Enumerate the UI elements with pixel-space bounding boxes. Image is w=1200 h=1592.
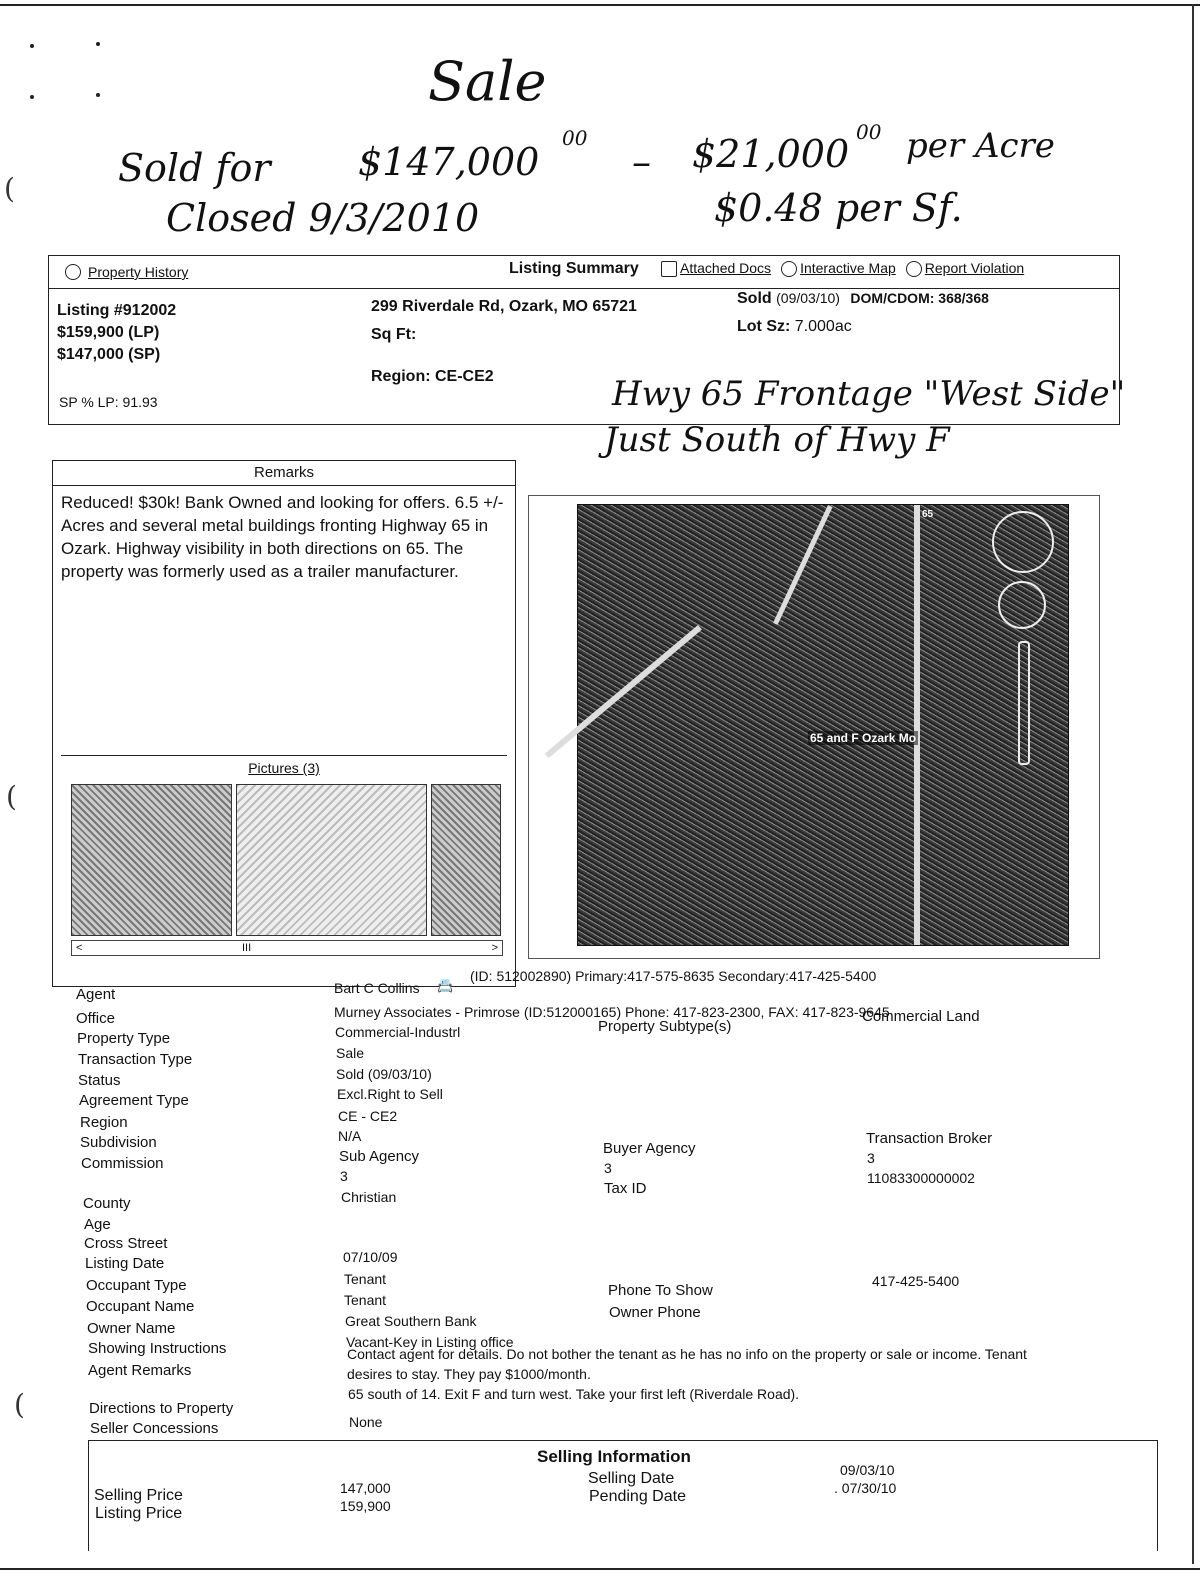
tax-id-value: 11083300000002 <box>867 1170 975 1186</box>
transaction-type-label: Transaction Type <box>78 1051 193 1068</box>
directions-value: 65 south of 14. Exit F and turn west. Take your first left (Riverdale Road). <box>348 1386 800 1402</box>
map-zoom-control-icon[interactable] <box>998 581 1046 629</box>
buyer-agency-value: 3 <box>604 1160 612 1176</box>
satellite-map[interactable] <box>577 504 1069 946</box>
selling-price-value: 147,000 <box>340 1480 391 1496</box>
subdivision-value: N/A <box>338 1128 362 1144</box>
clock-icon <box>65 264 81 280</box>
status-label: Status <box>78 1072 121 1089</box>
punch-mark: ( <box>6 780 17 813</box>
selling-date-label: Selling Date <box>588 1470 675 1487</box>
sp-percent-lp: SP % LP: 91.93 <box>59 394 158 410</box>
cross-street-label: Cross Street <box>84 1235 168 1252</box>
handwritten-per-acre-amount: $21,000 <box>692 132 850 176</box>
listing-number: Listing #912002 <box>57 302 177 319</box>
summary-links <box>661 260 1024 277</box>
punch-mark: ( <box>4 172 15 205</box>
selling-date-value: 09/03/10 <box>840 1462 895 1478</box>
occupant-name-label: Occupant Name <box>86 1298 195 1315</box>
listing-date-label: Listing Date <box>85 1255 165 1272</box>
scroll-thumb[interactable]: III <box>242 942 252 954</box>
warning-icon <box>906 261 922 277</box>
remarks-heading: Remarks <box>53 461 515 486</box>
sale-price: $147,000 (SP) <box>57 346 161 363</box>
phone-to-show-label: Phone To Show <box>608 1282 713 1299</box>
globe-icon <box>781 261 797 277</box>
map-hwy-shield-icon: 65 <box>922 509 934 520</box>
lot-size-value: 7.000ac <box>794 318 852 335</box>
county-value: Christian <box>341 1189 397 1205</box>
office-value: Murney Associates - Primrose (ID:512000165) Phone: 417-823-2300, FAX: 417-823-9645 <box>334 1004 890 1020</box>
status-value: Sold (09/03/10) <box>336 1066 432 1082</box>
property-address: 299 Riverdale Rd, Ozark, MO 65721 <box>371 298 637 315</box>
seller-concessions-label: Seller Concessions <box>90 1420 219 1437</box>
tax-id-label: Tax ID <box>604 1180 647 1197</box>
property-subtype-label: Property Subtype(s) <box>598 1018 732 1035</box>
dom-cdom: DOM/CDOM: 368/368 <box>850 290 989 306</box>
handwritten-closed: Closed 9/3/2010 <box>166 196 480 240</box>
region-label: Region: CE-CE2 <box>371 368 494 385</box>
property-type-value: Commercial-Industrl <box>335 1024 461 1040</box>
agent-label: Agent <box>76 986 116 1003</box>
handwritten-title: Sale <box>428 50 547 113</box>
picture-strip <box>71 784 501 934</box>
listing-price-value: 159,900 <box>340 1498 391 1514</box>
report-violation-link[interactable] <box>906 260 1024 277</box>
handwritten-cents: 00 <box>856 120 882 144</box>
subdivision-label: Subdivision <box>80 1134 157 1151</box>
showing-instructions-value: Vacant-Key in Listing office <box>346 1334 514 1350</box>
map-location-label: 65 and F Ozark Mo <box>810 731 917 745</box>
handwritten-south-of: Just South of Hwy F <box>604 420 950 460</box>
directions-label: Directions to Property <box>89 1400 234 1417</box>
picture-scrollbar[interactable] <box>71 940 503 956</box>
seller-concessions-value: None <box>349 1414 383 1430</box>
transaction-broker-value: 3 <box>867 1150 875 1166</box>
agreement-type-value: Excl.Right to Sell <box>337 1086 443 1102</box>
pictures-link[interactable]: Pictures (3) <box>248 760 320 776</box>
map-panel <box>528 495 1100 959</box>
agent-card-icon[interactable]: 📇 <box>437 978 454 993</box>
transaction-type-value: Sale <box>336 1045 365 1061</box>
map-road-north <box>773 505 832 625</box>
buyer-agency-label: Buyer Agency <box>603 1140 696 1157</box>
age-label: Age <box>84 1216 111 1233</box>
interactive-map-link[interactable] <box>781 260 896 277</box>
handwritten-cents: 00 <box>562 126 588 150</box>
owner-name-value: Great Southern Bank <box>345 1313 477 1329</box>
pictures-panel <box>61 755 507 981</box>
sqft-label: Sq Ft: <box>371 326 417 343</box>
showing-instructions-label: Showing Instructions <box>88 1340 227 1357</box>
map-pan-control-icon[interactable] <box>992 511 1054 573</box>
speck <box>30 44 34 48</box>
picture-thumbnail-road[interactable] <box>431 784 501 936</box>
summary-toolbar <box>49 256 1119 289</box>
office-label: Office <box>76 1010 115 1027</box>
map-road-diagonal <box>545 625 702 758</box>
punch-mark: ( <box>14 1388 25 1421</box>
handwritten-sold-amount: $147,000 <box>358 140 540 184</box>
lot-size-label: Lot Sz: <box>737 318 791 335</box>
property-type-label: Property Type <box>77 1030 171 1047</box>
attached-docs-label: Attached Docs <box>680 260 772 276</box>
picture-thumbnail-building[interactable] <box>236 784 427 936</box>
property-history-link[interactable] <box>65 264 188 280</box>
sold-date: (09/03/10) <box>776 290 840 306</box>
agent-contact: (ID: 512002890) Primary:417-575-8635 Secondary:417-425-5400 <box>470 968 877 984</box>
remarks-panel <box>52 460 516 987</box>
page-edge-right <box>1192 4 1194 1564</box>
occupant-name-value: Tenant <box>344 1292 387 1308</box>
report-violation-label: Report Violation <box>924 260 1025 276</box>
listing-summary-label: Listing Summary <box>509 260 639 277</box>
lot-size <box>737 318 852 336</box>
sold-status <box>737 290 989 308</box>
list-price: $159,900 (LP) <box>57 324 160 341</box>
agent-remarks-label: Agent Remarks <box>88 1362 192 1379</box>
pending-date-label: Pending Date <box>589 1488 686 1505</box>
sold-label: Sold <box>737 290 772 307</box>
page-edge-top <box>0 4 1200 6</box>
speck <box>30 95 34 99</box>
scroll-left-arrow-icon[interactable]: < <box>76 942 83 954</box>
listing-date-value: 07/10/09 <box>343 1249 398 1265</box>
page-edge-bottom <box>0 1568 1200 1570</box>
picture-thumbnail-map[interactable] <box>71 784 232 936</box>
interactive-map-label: Interactive Map <box>800 260 896 276</box>
handwritten-per-acre: per Acre <box>906 126 1055 166</box>
map-zoom-slider[interactable] <box>1018 641 1030 765</box>
listing-price-label: Listing Price <box>95 1505 183 1522</box>
speck <box>96 93 100 97</box>
listing-summary-box <box>48 255 1120 425</box>
occupant-type-value: Tenant <box>344 1271 387 1287</box>
speck <box>96 42 100 46</box>
map-road-highway <box>914 505 920 945</box>
sub-agency-value: 3 <box>340 1168 348 1184</box>
county-label: County <box>83 1195 131 1212</box>
remarks-text: Reduced! $30k! Bank Owned and looking for offers. 6.5 +/- Acres and several metal buildings fronting Highway 65 in Ozark. Highway visibility in both directions on 65. The property was formerly used as a trailer manufacturer. <box>61 493 504 581</box>
attached-docs-link[interactable] <box>661 260 771 277</box>
selling-information-heading: Selling Information <box>537 1447 691 1466</box>
commission-label: Commission <box>81 1155 164 1172</box>
agreement-type-label: Agreement Type <box>79 1092 189 1109</box>
selling-price-label: Selling Price <box>94 1487 183 1504</box>
property-history-label: Property History <box>88 264 189 280</box>
handwritten-dash: – <box>632 140 651 184</box>
owner-name-label: Owner Name <box>87 1320 176 1337</box>
pending-date-value: . 07/30/10 <box>834 1480 897 1496</box>
property-subtype-value: Commercial Land <box>862 1008 980 1025</box>
scroll-right-arrow-icon[interactable]: > <box>491 942 498 954</box>
phone-to-show-value: 417-425-5400 <box>872 1273 960 1289</box>
agent-remarks-line-2: desires to stay. They pay $1000/month. <box>347 1366 591 1382</box>
transaction-broker-label: Transaction Broker <box>866 1130 993 1147</box>
agent-remarks-line-1: Contact agent for details. Do not bother the tenant as he has no info on the property or sale or income. Tenant <box>347 1346 1027 1362</box>
handwritten-frontage: Hwy 65 Frontage "West Side" <box>612 374 1126 414</box>
occupant-type-label: Occupant Type <box>86 1277 187 1294</box>
region-detail-value: CE - CE2 <box>338 1108 398 1124</box>
handwritten-per-sf: $0.48 per Sf. <box>714 186 963 230</box>
agent-name: Bart C Collins <box>334 980 420 996</box>
region-detail-label: Region <box>80 1114 128 1131</box>
paperclip-icon <box>661 261 677 277</box>
sub-agency-label: Sub Agency <box>339 1148 420 1165</box>
owner-phone-label: Owner Phone <box>609 1304 701 1321</box>
handwritten-sold-for: Sold for <box>118 146 271 190</box>
